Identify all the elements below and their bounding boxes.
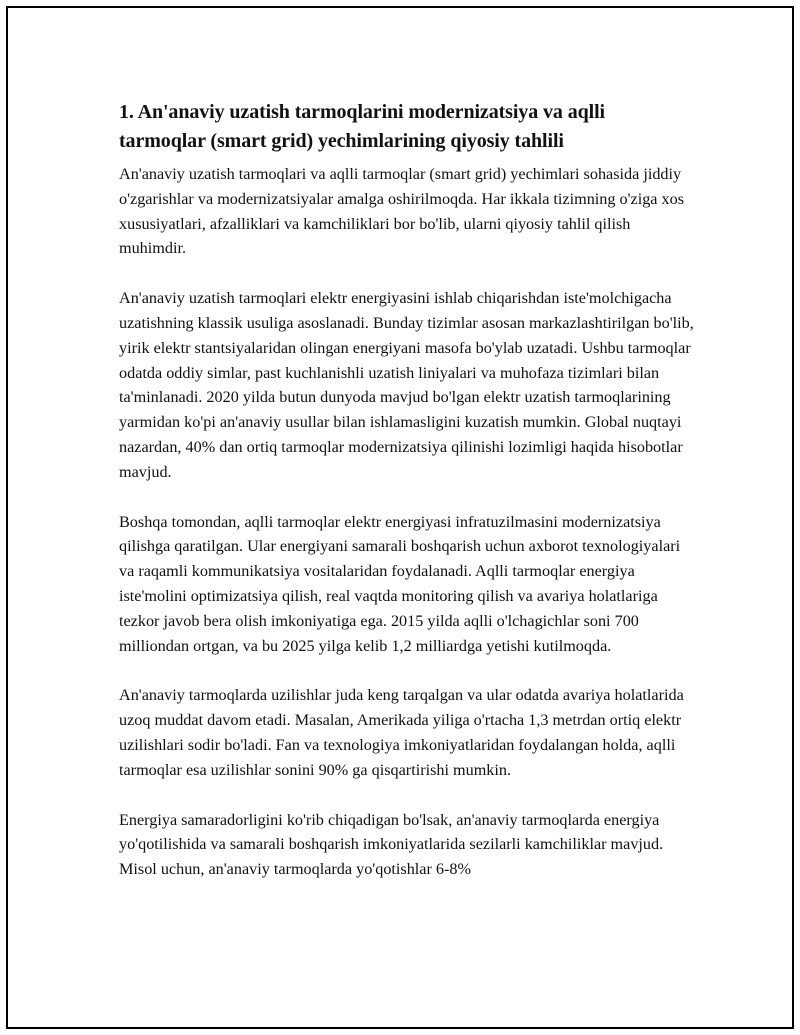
paragraph-efficiency: Energiya samaradorligini ko'rib chiqadigan bo'lsak, an'anaviy tarmoqlarda energiya yo'qotilishida va samarali boshqarish imkoniyatlarida sezilarli kamchiliklar mavjud. Misol uchun, an'anaviy tarmoqlarda yo'qotishlar 6-8%	[119, 810, 664, 879]
document-body	[119, 98, 694, 907]
paragraph-outages: An'anaviy tarmoqlarda uzilishlar juda keng tarqalgan va ular odatda avariya holatlarida uzoq muddat davom etadi. Masalan, Amerikada yiliga o'rtacha 1,3 metrdan ortiq elektr uzilishlari sodir bo'ladi. Fan va texnologiya imkoniyatlaridan foydalangan holda, aqlli tarmoqlar esa uzilishlar sonini 90% ga qisqartirishi mumkin.	[119, 686, 684, 779]
paragraph-intro: An'anaviy uzatish tarmoqlari va aqlli tarmoqlar (smart grid) yechimlari sohasida jiddiy o'zgarishlar va modernizatsiyalar amalga oshirilmoqda. Har ikkala tizimning o'ziga xos xususiyatlari, afzalliklari va kamchiliklari bor bo'lib, ularni qiyosiy tahlil qilish muhimdir.	[119, 165, 685, 258]
paragraph-smart-grids: Boshqa tomondan, aqlli tarmoqlar elektr energiyasi infratuzilmasini modernizatsiya qilishga qaratilgan. Ular energiyani samarali boshqarish uchun axborot texnologiyalari va raqamli kommunikatsiya vositalaridan foydalanadi. Aqlli tarmoqlar energiya iste'molini optimizatsiya qilish, real vaqtda monitoring qilish va avariya holatlariga tezkor javob bera olish imkoniyatiga ega. 2015 yilda aqlli o'lchagichlar soni 700 milliondan ortgan, va bu 2025 yilga kelib 1,2 milliardga yetishi kutilmoqda.	[119, 512, 681, 655]
paragraph-traditional-grids: An'anaviy uzatish tarmoqlari elektr energiyasini ishlab chiqarishdan iste'molchigacha uzatishning klassik usuliga asoslanadi. Bunday tizimlar asosan markazlashtirilgan bo'lib, yirik elektr stantsiyalaridan olingan energiyani masofa bo'ylab uzatadi. Ushbu tarmoqlar odatda oddiy simlar, past kuchlanishli uzatish liniyalari va muhofaza tizimlari bilan ta'minlanadi. 2020 yilda butun dunyoda mavjud bo'lgan elektr uzatish tarmoqlarining yarmidan ko'pi an'anaviy usullar bilan ishlamasligini kuzatish mumkin. Global nuqtayi nazardan, 40% dan ortiq tarmoqlar modernizatsiya qilinishi lozimligi haqida hisobotlar mavjud.	[119, 289, 694, 481]
section-heading: 1. An'anaviy uzatish tarmoqlarini modernizatsiya va aqlli tarmoqlar (smart grid) yechimlarining qiyosiy tahlili	[119, 101, 605, 152]
page-frame	[6, 6, 794, 1029]
